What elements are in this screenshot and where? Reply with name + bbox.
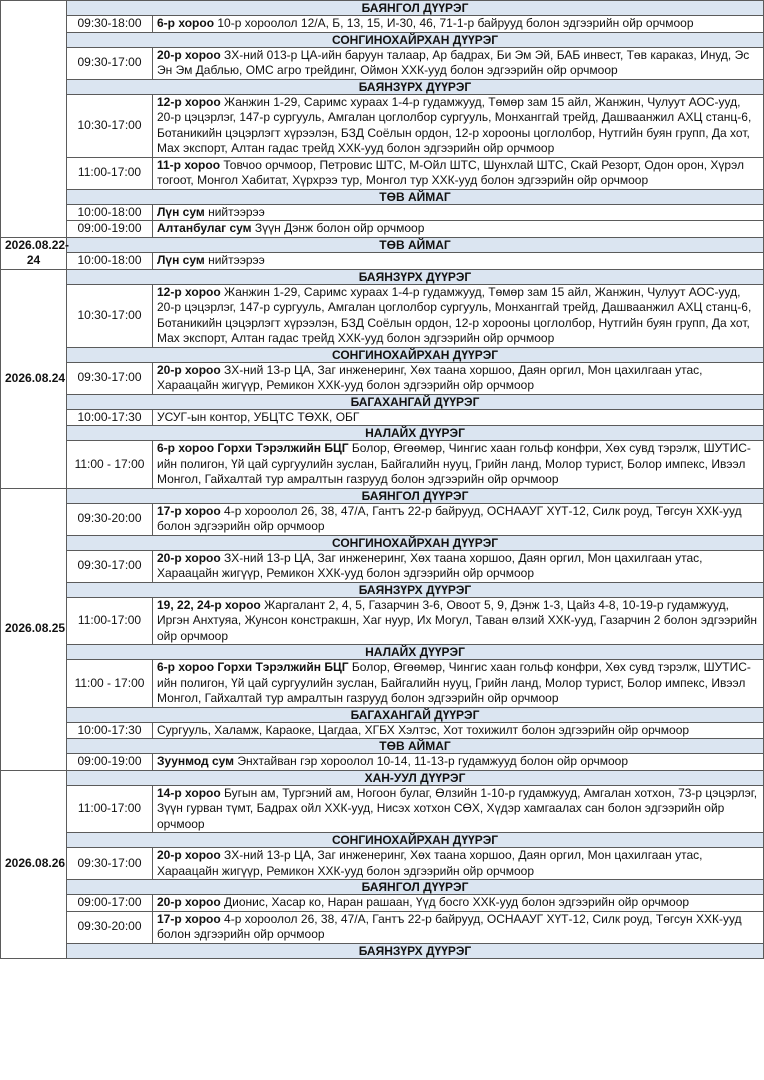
area-bold: 6-р хороо	[157, 16, 215, 30]
time-cell: 09:30-20:00	[67, 911, 153, 943]
schedule-row	[1, 362, 764, 394]
district-header: БАЯНГОЛ ДҮҮРЭГ	[67, 1, 764, 16]
area-cell	[153, 660, 764, 708]
schedule-row	[1, 660, 764, 708]
schedule-row	[1, 722, 764, 739]
schedule-row	[1, 895, 764, 912]
area-text: Жанжин 1-29, Саримс хураах 1-4-р гудамжууд, Төмөр зам 15 айл, Жанжин, Чулуут АОС-ууд, 20-р цэцэрлэг, 147-р сургууль, Амгалан цоглолбор сургууль, Монханггай трейд, Дашваанжил АХЦ станц-6, Ботаникийн цэцэрлэгт хүрээлэн, БЗД Соёлын ордон, 12-р хорооны цоглолбор, Нутгийн буян групп, Да хот, Мах экспорт, Алтан гадас трейд ХХК-ууд болон эдгээрийн ойр орчмоор	[157, 284, 752, 345]
area-cell	[153, 895, 764, 912]
schedule-row	[1, 911, 764, 943]
area-cell	[153, 550, 764, 582]
district-header: БАЯНГОЛ ДҮҮРЭГ	[67, 488, 764, 503]
schedule-row	[1, 503, 764, 535]
area-bold: 6-р хороо Горхи Тэрэлжийн БЦГ	[157, 660, 349, 674]
area-cell	[153, 94, 764, 157]
area-text: Энхтайван гэр хороолол 10-14, 11-13-р гудамжууд болон ойр орчмоор	[234, 754, 628, 768]
area-bold: Алтанбулаг сум	[157, 221, 252, 235]
time-cell: 11:00 - 17:00	[67, 441, 153, 489]
date-cell: 2026.08.26	[1, 770, 67, 958]
district-header: НАЛАЙХ ДҮҮРЭГ	[67, 426, 764, 441]
area-text: Болор, Өгөөмөр, Чингис хаан гольф конфри, Хөх сувд тэрэлж, ШУТИС-ийн полигон, Үй цай сургуулийн зуслан, Байгалийн нууц, Грийн ланд, Молор турист, Болор импекс, Ивээл Монгол, Гайхалтай тур амралтын газрууд болон эдгээрийн ойр орчмоор	[157, 441, 751, 486]
time-cell: 09:30-17:00	[67, 550, 153, 582]
area-cell	[153, 848, 764, 880]
area-text: ЗХ-ний 13-р ЦА, Заг инженеринг, Хөх таана хоршоо, Даян оргил, Мон цахилгаан утас, Хараацайн жигүүр, Ремикон ХХК-ууд болон эдгээрийн ойр орчмоор	[157, 848, 703, 878]
area-cell	[153, 204, 764, 221]
time-cell: 10:00-18:00	[67, 204, 153, 221]
area-text: Зүүн Дэнж болон ойр орчмоор	[251, 221, 425, 235]
area-text: Жаргалант 2, 4, 5, Газарчин 3-6, Овоот 5, 9, Дэнж 1-3, Цайз 4-8, 10-19-р гудамжууд, Иргэн Анхтуяа, Жунсон констракшн, Хаг нуур, Их Могул, Таван өлзий ХХК-ууд, Газарчин 2 болон эдгээрийн ойр орчмоор	[157, 597, 758, 643]
area-text: 4-р хороолол 26, 38, 47/А, Гантъ 22-р байрууд, ОСНААУГ ХҮТ-12, Силк роуд, Төгсун ХХК-ууд болон эдгээрийн ойр орчмоор	[157, 503, 742, 533]
schedule-row	[1, 204, 764, 221]
area-cell	[153, 503, 764, 535]
area-bold: 14-р хороо	[157, 785, 221, 800]
district-header: СОНГИНОХАЙРХАН ДҮҮРЭГ	[67, 833, 764, 848]
district-header: БАЯНГОЛ ДҮҮРЭГ	[67, 880, 764, 895]
area-text: Болор, Өгөөмөр, Чингис хаан гольф конфри, Хөх сувд тэрэлж, ШУТИС-ийн полигон, Үй цай сургуулийн зуслан, Байгалийн нууц, Грийн ланд, Молор турист, Болор импекс, Ивээл Монгол, Гайхалтай тур амралтын газрууд болон эдгээрийн ойр орчмоор	[157, 660, 751, 705]
area-text: нийтээрээ	[204, 252, 265, 267]
area-cell	[153, 252, 764, 269]
district-header-row	[1, 943, 764, 958]
district-header: НАЛАЙХ ДҮҮРЭГ	[67, 645, 764, 660]
district-header: БАЯНЗҮРХ ДҮҮРЭГ	[67, 79, 764, 94]
schedule-row	[1, 597, 764, 645]
area-bold: 17-р хороо	[157, 503, 221, 518]
area-cell	[153, 785, 764, 833]
area-cell	[153, 911, 764, 943]
district-header-row	[1, 79, 764, 94]
schedule-row	[1, 284, 764, 347]
date-cell	[1, 1, 67, 238]
district-header-row	[1, 394, 764, 409]
district-header: БАЯНЗҮРХ ДҮҮРЭГ	[67, 582, 764, 597]
area-text: Товчоо орчмоор, Петровис ШТС, М-Ойл ШТС, Шунхлай ШТС, Скай Резорт, Одон орон, Хүрэл тогоот, Монгол Хабитат, Хүрхрээ тур, Монгол тур ХХК-ууд болон эдгээрийн ойр орчмоор	[157, 157, 744, 187]
area-text: Дионис, Хасар ко, Наран рашаан, Үүд босго ХХК-ууд болон эдгээрийн ойр орчмоор	[220, 895, 690, 909]
time-cell: 09:30-20:00	[67, 503, 153, 535]
district-header-row	[1, 880, 764, 895]
time-cell: 09:30-17:00	[67, 848, 153, 880]
area-bold: Зуунмод сум	[157, 754, 235, 768]
district-header-row	[1, 645, 764, 660]
area-cell	[153, 722, 764, 739]
area-bold: 20-р хороо	[157, 848, 221, 862]
district-header: СОНГИНОХАЙРХАН ДҮҮРЭГ	[67, 347, 764, 362]
area-text: 10-р хороолол 12/А, Б, 13, 15, И-30, 46, 71-1-р байрууд болон эдгээрийн ойр орчмоор	[214, 16, 694, 30]
time-cell: 10:00-17:30	[67, 409, 153, 426]
area-cell	[153, 221, 764, 238]
time-cell: 11:00-17:00	[67, 157, 153, 189]
district-header: СОНГИНОХАЙРХАН ДҮҮРЭГ	[67, 32, 764, 47]
time-cell: 09:00-19:00	[67, 221, 153, 238]
district-header-row	[1, 189, 764, 204]
area-cell	[153, 157, 764, 189]
schedule-row	[1, 47, 764, 79]
schedule-row	[1, 409, 764, 426]
area-bold: 20-р хороо	[157, 47, 221, 62]
schedule-row	[1, 221, 764, 238]
schedule-row	[1, 550, 764, 582]
district-header-row	[1, 269, 764, 284]
area-text: Бугын ам, Тургэний ам, Ногоон булаг, Өлзийн 1-10-р гудамжууд, Амгалан хотхон, 73-р цэцэрлэг, Зүүн гурван түмт, Бадрах ойл ХХК-ууд, Нисэх хотхон СӨХ, Хүдэр хамгаалах сан болон эдгээрийн ойр орчмоор	[157, 785, 758, 831]
area-bold: 20-р хороо	[157, 362, 221, 377]
time-cell: 10:00-18:00	[67, 252, 153, 269]
time-cell: 09:00-19:00	[67, 754, 153, 771]
date-cell: 2026.08.25	[1, 488, 67, 770]
schedule-row	[1, 441, 764, 489]
time-cell: 09:00-17:00	[67, 895, 153, 912]
area-bold: 20-р хороо	[157, 895, 221, 909]
schedule-row	[1, 754, 764, 771]
area-bold: Лүн сум	[157, 204, 205, 219]
area-text: ЗХ-ний 013-р ЦА-ийн баруун талаар, Ар бадрах, Би Эм Эй, БАБ инвест, Төв караказ, Инуд, Эс Эн Эм Даблью, ОМС агро трейдинг, Оймон ХХК-ууд болон эдгээрийн ойр орчмоор	[157, 47, 750, 77]
area-bold: 17-р хороо	[157, 911, 221, 926]
time-cell: 11:00-17:00	[67, 785, 153, 833]
area-cell	[153, 441, 764, 489]
district-header-row	[1, 488, 764, 503]
district-header: ТӨВ АЙМАГ	[67, 189, 764, 204]
schedule-row	[1, 785, 764, 833]
area-text: УСУГ-ын контор, УБЦТС ТӨХК, ОБГ	[157, 409, 360, 424]
area-cell	[153, 47, 764, 79]
district-header-row	[1, 535, 764, 550]
date-cell: 2026.08.24	[1, 269, 67, 488]
schedule-row	[1, 157, 764, 189]
area-text: нийтээрээ	[204, 204, 265, 219]
area-text: 4-р хороолол 26, 38, 47/А, Гантъ 22-р байрууд, ОСНААУГ ХҮТ-12, Силк роуд, Төгсун ХХК-ууд болон эдгээрийн ойр орчмоор	[157, 911, 742, 941]
district-header: ТӨВ АЙМАГ	[67, 739, 764, 754]
area-text: Жанжин 1-29, Саримс хураах 1-4-р гудамжууд, Төмөр зам 15 айл, Жанжин, Чулуут АОС-ууд, 20-р цэцэрлэг, 147-р сургууль, Амгалан цоглолбор сургууль, Монханггай трейд, Дашваанжил АХЦ станц-6, Ботаникийн цэцэрлэгт хүрээлэн, БЗД Соёлын ордон, 12-р хорооны цоглолбор, Нутгийн буян групп, Да хот, Мах экспорт, Алтан гадас трейд ХХК-ууд болон эдгээрийн ойр орчмоор	[157, 94, 752, 155]
area-cell	[153, 284, 764, 347]
district-header-row	[1, 426, 764, 441]
schedule-row	[1, 94, 764, 157]
area-cell	[153, 409, 764, 426]
district-header-row	[1, 770, 764, 785]
date-cell: 2026.08.22-24	[1, 237, 67, 269]
district-header: БАГАХАНГАЙ ДҮҮРЭГ	[67, 394, 764, 409]
schedule-row	[1, 848, 764, 880]
area-bold: 12-р хороо	[157, 94, 221, 109]
district-header: БАГАХАНГАЙ ДҮҮРЭГ	[67, 707, 764, 722]
time-cell: 10:30-17:00	[67, 94, 153, 157]
area-cell	[153, 754, 764, 771]
area-bold: 6-р хороо Горхи Тэрэлжийн БЦГ	[157, 441, 349, 455]
schedule-row	[1, 252, 764, 269]
schedule-row	[1, 16, 764, 33]
district-header-row	[1, 1, 764, 16]
time-cell: 11:00 - 17:00	[67, 660, 153, 708]
area-bold: 19, 22, 24-р хороо	[157, 597, 261, 612]
district-header: СОНГИНОХАЙРХАН ДҮҮРЭГ	[67, 535, 764, 550]
district-header: БАЯНЗҮРХ ДҮҮРЭГ	[67, 943, 764, 958]
district-header-row	[1, 739, 764, 754]
time-cell: 11:00-17:00	[67, 597, 153, 645]
district-header-row	[1, 237, 764, 252]
district-header: ХАН-УУЛ ДҮҮРЭГ	[67, 770, 764, 785]
time-cell: 09:30-18:00	[67, 16, 153, 33]
area-text: ЗХ-ний 13-р ЦА, Заг инженеринг, Хөх таана хоршоо, Даян оргил, Мон цахилгаан утас, Хараацайн жигүүр, Ремикон ХХК-ууд болон эдгээрийн ойр орчмоор	[157, 550, 703, 580]
area-cell	[153, 16, 764, 33]
area-cell	[153, 597, 764, 645]
district-header-row	[1, 32, 764, 47]
district-header-row	[1, 707, 764, 722]
area-text: ЗХ-ний 13-р ЦА, Заг инженеринг, Хөх таана хоршоо, Даян оргил, Мон цахилгаан утас, Хараацайн жигүүр, Ремикон ХХК-ууд болон эдгээрийн ойр орчмоор	[157, 362, 703, 392]
area-bold: Лүн сум	[157, 252, 205, 267]
area-bold: 12-р хороо	[157, 284, 221, 299]
area-cell	[153, 362, 764, 394]
area-text: Сургууль, Халамж, Караоке, Цагдаа, ХГБХ Хэлтэс, Хот тохижилт болон эдгээрийн ойр орчмоор	[157, 722, 690, 737]
district-header-row	[1, 833, 764, 848]
area-bold: 20-р хороо	[157, 550, 221, 565]
district-header: БАЯНЗҮРХ ДҮҮРЭГ	[67, 269, 764, 284]
district-header: ТӨВ АЙМАГ	[67, 237, 764, 252]
time-cell: 10:30-17:00	[67, 284, 153, 347]
time-cell: 09:30-17:00	[67, 362, 153, 394]
district-header-row	[1, 582, 764, 597]
time-cell: 09:30-17:00	[67, 47, 153, 79]
time-cell: 10:00-17:30	[67, 722, 153, 739]
area-bold: 11-р хороо	[157, 157, 221, 172]
district-header-row	[1, 347, 764, 362]
